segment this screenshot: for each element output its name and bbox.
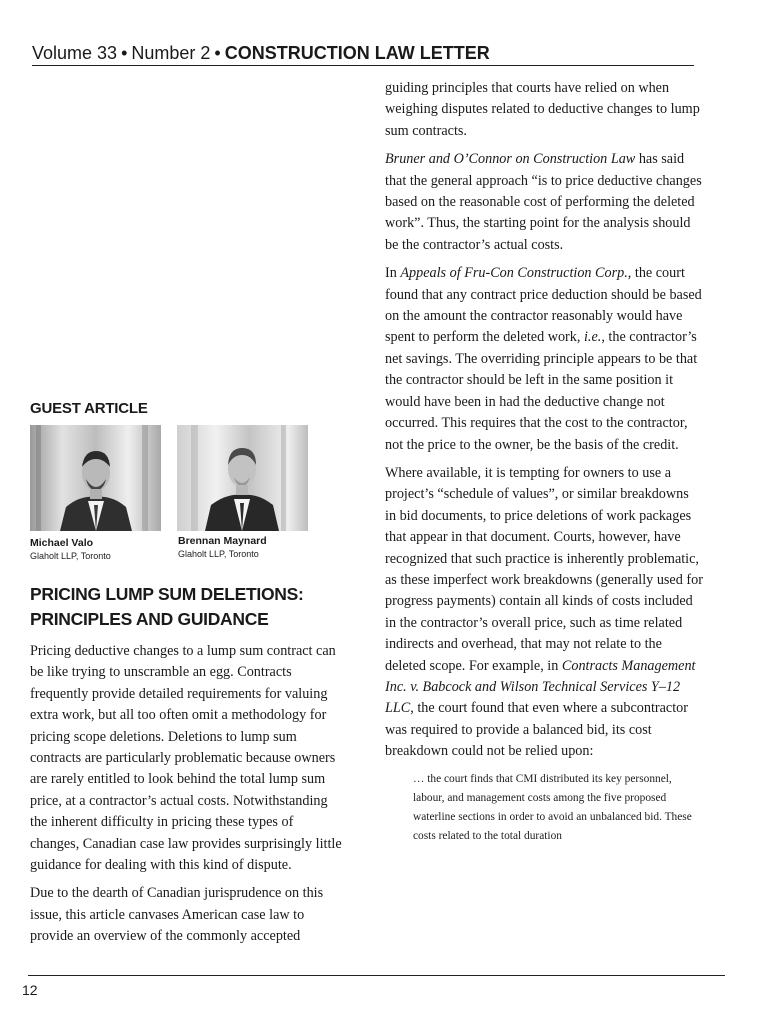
left-column-body — [30, 641, 342, 955]
running-header — [32, 42, 694, 66]
section-label: GUEST ARTICLE — [30, 400, 148, 417]
body-paragraph: Due to the dearth of Canadian jurisprudence on this issue, this article canvases American case law to provide an overview of the commonly accepted — [30, 885, 324, 945]
article-title — [30, 582, 350, 632]
volume-label: Volume 33 — [32, 43, 118, 63]
article-title-line-1: PRICING LUMP SUM DELETIONS: — [30, 584, 304, 604]
author-firm: Glaholt LLP, Toronto — [30, 551, 111, 561]
header-separator: • — [121, 43, 128, 63]
footer-rule — [28, 975, 725, 976]
block-quote: … the court finds that CMI distributed its key personnel, labour, and management costs among the five proposed waterline sections in order to avoid an unbalanced bid. These costs related to the total duration — [413, 772, 692, 842]
header-separator-2: • — [214, 43, 221, 63]
body-paragraph: Bruner and O’Connor on Construction Law has said that the general approach “is to price deductive changes based on the reasonable cost of performing the deleted work”. Thus, the starting point for the analysis should be the contractor’s actual costs. — [385, 151, 702, 253]
author-photo-2 — [177, 425, 308, 531]
article-title-line-2: PRINCIPLES AND GUIDANCE — [30, 609, 269, 629]
publication-title: CONSTRUCTION LAW LETTER — [224, 43, 490, 63]
body-paragraph: Where available, it is tempting for owners to use a project’s “schedule of values”, or similar breakdowns in bid documents, to price deletions of work packages that appear in that document. Courts, however, have recognized that such practice is inherently problematic, as these imperfect work breakdowns (generally used for progress payments) contain all kinds of costs included in the contractor’s overall price, such as time related indirects and overhead, that may not relate to the deleted scope. For example, in Contracts Management Inc. v. Babcock and Wilson Technical Services Y–12 LLC, the court found that even where a subcontractor was required to provide a balanced bid, its cost breakdown could not be relied upon: — [385, 464, 703, 760]
author-caption-2 — [178, 534, 267, 561]
body-paragraph: Pricing deductive changes to a lump sum contract can be like trying to unscramble an egg. Contracts frequently provide detailed requirements for valuing extra work, but all too often omit a methodology for pricing scope deletions. Deletions to lump sum contracts are particularly problematic because owners are rarely entitled to look behind the total lump sum price, at a contractor’s actual costs. Notwithstanding the inherent difficulty in pricing these types of changes, Canadian case law provides surprisingly little guidance for dealing with this kind of dispute. — [30, 643, 342, 874]
author-firm: Glaholt LLP, Toronto — [178, 549, 259, 559]
right-column-body — [385, 78, 703, 857]
author-photo-1 — [30, 425, 161, 531]
case-citation: Appeals of Fru-Con Construction Corp. — [400, 265, 628, 282]
body-paragraph: guiding principles that courts have relied on when weighing disputes related to deductive changes to lump sum contracts. — [385, 80, 700, 139]
book-citation: Bruner and O’Connor on Construction Law — [385, 151, 636, 168]
author-name: Brennan Maynard — [178, 535, 267, 547]
body-paragraph: In Appeals of Fru-Con Construction Corp., the court found that any contract price deduction should be based on the amount the contractor reasonably would have spent to perform the deleted work, i.e., the contractor’s net savings. The overriding principle appears to be that the contractor should be left in the same position it would have been in had the deductive change not occurred. This requires that the cost to the contractor, not the price to the owner, be the basis of the credit. — [385, 265, 702, 453]
author-caption-1 — [30, 536, 111, 563]
issue-number-label: Number 2 — [131, 43, 211, 63]
author-name: Michael Valo — [30, 537, 94, 549]
page-number: 12 — [22, 982, 38, 998]
case-citation: Contracts Management Inc. v. Babcock and Wilson Technical Services Y–12 LLC — [385, 657, 696, 717]
